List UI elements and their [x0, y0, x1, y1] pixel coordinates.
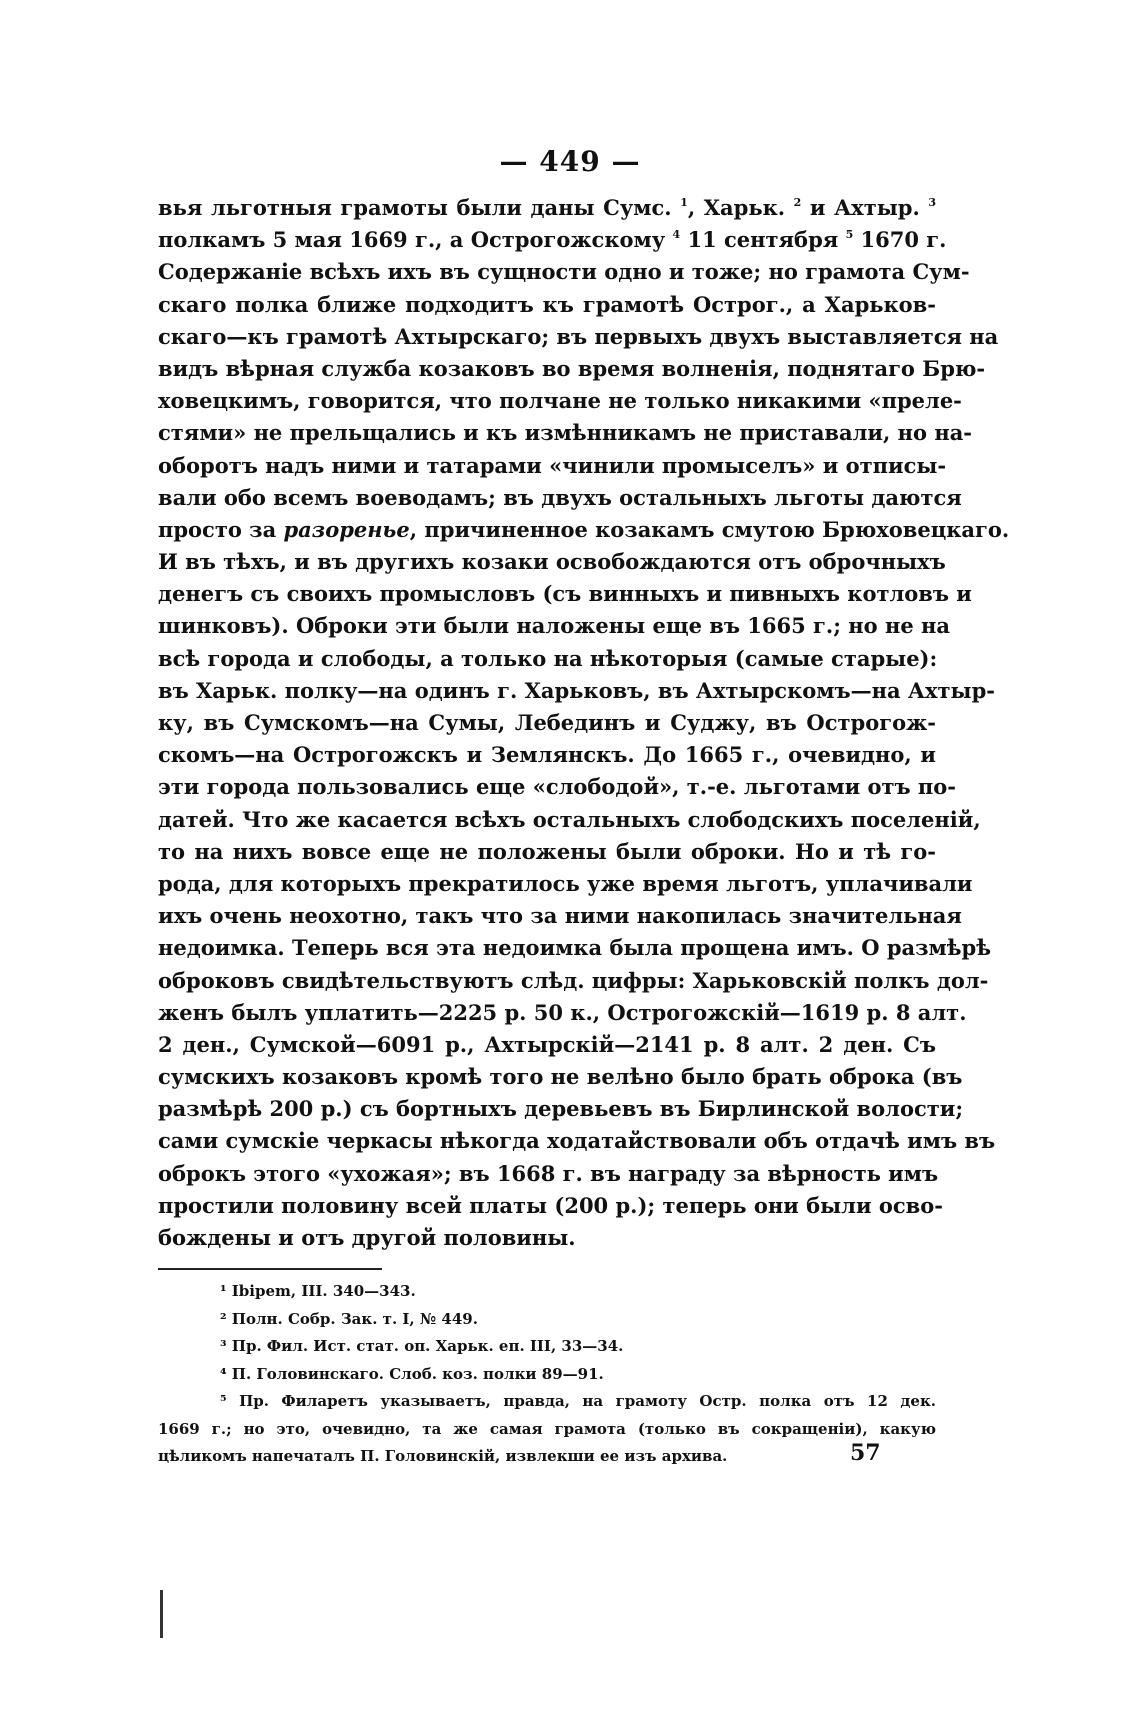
footnote-ref: 2 [793, 196, 802, 209]
text-line: эти города пользовались еще «слободой», т.-е. льготами отъ по- [158, 774, 956, 800]
text-line: рода, для которыхъ прекратилось уже время льготъ, уплачивали [158, 870, 973, 896]
footnote-ref: 1 [680, 196, 688, 209]
footnote-ref: 5 [845, 228, 854, 242]
main-text [158, 192, 1010, 1254]
text-line: просто за разоренье, причиненное козакамъ смутою Брюховецкаго. [158, 516, 1010, 542]
footnote-ref: 4 [672, 228, 681, 242]
text-line: денегъ съ своихъ промысловъ (съ винныхъ и пивныхъ котловъ и [158, 581, 972, 607]
text-line: женъ былъ уплатить—2225 р. 50 к., Острогожскій—1619 р. 8 алт. [158, 999, 967, 1025]
footnote-line: ² Полн. Собр. Зак. т. I, № 449. [220, 1309, 478, 1328]
text-line: полкамъ 5 мая 1669 г., а Острогожскому $^4$ 11 сентября $^5$ 1670 г. [158, 227, 947, 253]
text-line: вали обо всемъ воеводамъ; въ двухъ остальныхъ льготы даются [158, 484, 962, 510]
text-line: оборотъ надъ ними и татарами «чинили промыселъ» и отписы- [158, 452, 947, 478]
text-line: Содержаніе всѣхъ ихъ въ сущности одно и тоже; но грамота Сум- [158, 259, 970, 285]
text-line: видъ вѣрная служба козаковъ во время волненія, поднятаго Брю- [158, 355, 986, 381]
footnotes [158, 1278, 936, 1471]
text-line: оброкъ этого «ухожая»; въ 1668 г. въ награду за вѣрность имъ [158, 1160, 939, 1186]
text-line: размѣрѣ 200 р.) съ бортныхъ деревьевъ въ Бирлинской волости; [158, 1096, 964, 1122]
text-line: ихъ очень неохотно, такъ что за ними накопилась значительная [158, 903, 962, 929]
page-number-header: — 449 — [499, 145, 641, 178]
text-line: 2 ден., Сумской—6091 р., Ахтырскій—2141 р. 8 алт. 2 ден. Съ [158, 1031, 936, 1057]
footnote-separator [158, 1268, 382, 1270]
text-line: простили половину всей платы (200 р.); теперь они были осво- [158, 1192, 943, 1218]
footnote-line: ³ Пр. Фил. Ист. стат. оп. Харьк. еп. III, 33—34. [220, 1337, 624, 1355]
text-line: ку, въ Сумскомъ—на Сумы, Лебединъ и Суджу, въ Острогож- [158, 710, 936, 735]
text-line: оброковъ свидѣтельствуютъ слѣд. цифры: Харьковскій полкъ дол- [158, 967, 989, 993]
text-line: датей. Что же касается всѣхъ остальныхъ слободскихъ поселеній, [158, 806, 981, 832]
text-line: И въ тѣхъ, и въ другихъ козаки освобождаются отъ оброчныхъ [158, 549, 946, 575]
text-line: въ Харьк. полку—на одинъ г. Харьковъ, въ Ахтырскомъ—на Ахтыр- [158, 677, 995, 703]
italic-word: разоренье [283, 516, 410, 542]
text-line: сами сумскіе черкасы нѣкогда ходатайствовали объ отдачѣ имъ въ [158, 1128, 996, 1154]
signature-mark: 57 [850, 1440, 881, 1466]
footnote-line: ⁵ Пр. Филаретъ указываетъ, правда, на грамоту Остр. полка отъ 12 дек. [220, 1392, 936, 1410]
footnote-line: 1669 г.; но это, очевидно, та же самая грамота (только въ сокращеніи), какую [158, 1419, 936, 1438]
text-line: скомъ—на Острогожскъ и Землянскъ. До 1665 г., очевидно, и [158, 742, 936, 768]
text-line: ховецкимъ, говорится, что полчане не только никакими «прелe- [158, 388, 962, 414]
footnote-line: ¹ Ibipem, III. 340—343. [220, 1282, 416, 1300]
text-line: шинковъ). Оброки эти были наложены еще въ 1665 г.; но не на [158, 613, 950, 639]
footnote-line: цѣликомъ напечаталъ П. Головинскій, извлекши ее изъ архива. [158, 1447, 728, 1465]
text-line: стями» не прельщались и къ измѣнникамъ не приставали, но на- [158, 420, 973, 446]
footnote-ref: 3 [928, 196, 937, 209]
text-line: бождены и отъ другой половины. [158, 1225, 576, 1250]
margin-mark [160, 1590, 163, 1638]
text-line: недоимка. Теперь вся эта недоимка была прощена имъ. О размѣрѣ [158, 935, 991, 961]
text-line: скаго—къ грамотѣ Ахтырскаго; въ первыхъ двухъ выставляется на [158, 323, 999, 349]
text-line: вья льготныя грамоты были даны Сумс. $^1$, Харьк. $^2$ и Ахтыр. $^3$ [158, 195, 937, 220]
text-line: скаго полка ближе подходитъ къ грамотѣ Острог., а Харьков- [158, 291, 936, 317]
footnote-line: ⁴ П. Головинскаго. Слоб. коз. полки 89—91. [220, 1364, 604, 1383]
text-line: то на нихъ вовсе еще не положены были оброки. Но и тѣ го- [158, 838, 936, 864]
text-line: всѣ города и слободы, а только на нѣкоторыя (самые старые): [158, 645, 938, 671]
text-line: сумскихъ козаковъ кромѣ того не велѣно было брать оброка (въ [158, 1064, 963, 1090]
